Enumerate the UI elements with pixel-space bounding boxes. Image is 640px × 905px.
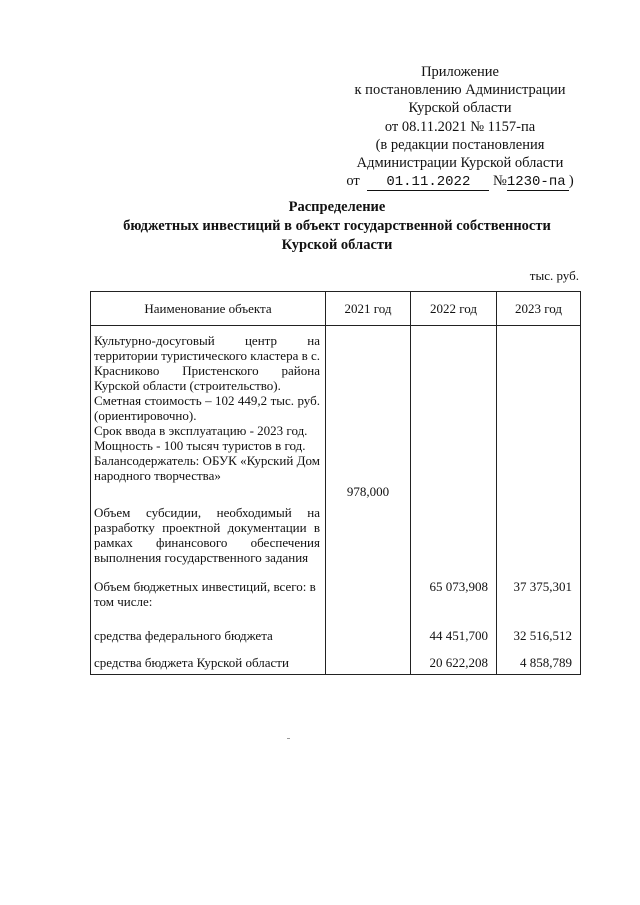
federal-2021: [326, 609, 411, 643]
object-name-text: Культурно-досуговый центр на территории туристического кластера в с. Красниково Пристенского района Курской области (строительство).: [94, 333, 320, 393]
regional-2022: 20 622,208: [411, 643, 497, 675]
subsidy-2021-value: 978,000: [346, 484, 390, 499]
appendix-line: к постановлению Администрации: [354, 82, 566, 99]
title-line-2: бюджетных инвестиций в объект государственной собственности: [123, 218, 551, 234]
appendix-line: (в редакции постановления: [375, 136, 545, 153]
cell-empty: [411, 326, 497, 566]
revision-date: 01.11.2022: [367, 175, 489, 191]
cell-2021-subsidy: [326, 326, 411, 566]
cell-empty: [497, 326, 581, 566]
appendix-revision-line: [340, 172, 580, 191]
revision-no-sign: №: [492, 173, 507, 190]
object-cost-text: Сметная стоимость – 102 449,2 тыс. руб. (ориентировочно).: [94, 393, 320, 423]
appendix-decree-ref: от 08.11.2021 № 1157-па: [384, 118, 536, 135]
table-header-row: [91, 292, 581, 326]
federal-2022: 44 451,700: [411, 609, 497, 643]
table-row-regional: [91, 643, 581, 675]
appendix-line: Администрации Курской области: [356, 155, 564, 172]
table-row-total: [91, 565, 581, 609]
title-line-1: Распределение: [288, 199, 386, 215]
object-description: [91, 326, 326, 566]
header-year-2022: 2022 год: [411, 292, 497, 326]
total-2023: 37 375,301: [497, 565, 581, 609]
table-row-federal: [91, 609, 581, 643]
revision-suffix: ): [568, 173, 574, 190]
total-label: Объем бюджетных инвестиций, всего: в том числе:: [91, 565, 326, 609]
revision-number: 1230-па: [507, 175, 569, 191]
appendix-block: [340, 63, 580, 191]
total-2022: 65 073,908: [411, 565, 497, 609]
total-2021: [326, 565, 411, 609]
object-capacity-text: Мощность - 100 тысяч туристов в год.: [94, 438, 306, 453]
header-year-2021: 2021 год: [326, 292, 411, 326]
appendix-line: Курской области: [408, 100, 512, 117]
header-object-name: Наименование объекта: [91, 292, 326, 326]
table-row-object: [91, 326, 581, 566]
appendix-title: Приложение: [421, 64, 499, 80]
units-label: тыс. руб.: [529, 268, 579, 283]
federal-label: средства федерального бюджета: [91, 609, 326, 643]
regional-label: средства бюджета Курской области: [91, 643, 326, 675]
regional-2023: 4 858,789: [497, 643, 581, 675]
scan-speck: [287, 738, 290, 739]
investment-table: [90, 291, 581, 675]
object-subsidy-text: Объем субсидии, необходимый на разработку проектной документации в рамках финансового обеспечения выполнения государственного задания: [94, 505, 320, 565]
header-year-2023: 2023 год: [497, 292, 581, 326]
regional-2021: [326, 643, 411, 675]
revision-prefix: от: [346, 173, 360, 190]
object-holder-text: Балансодержатель: ОБУК «Курский Дом народного творчества»: [94, 453, 320, 483]
document-title: [90, 198, 584, 255]
federal-2023: 32 516,512: [497, 609, 581, 643]
title-line-3: Курской области: [281, 237, 393, 253]
object-deadline-text: Срок ввода в эксплуатацию - 2023 год.: [94, 423, 308, 438]
